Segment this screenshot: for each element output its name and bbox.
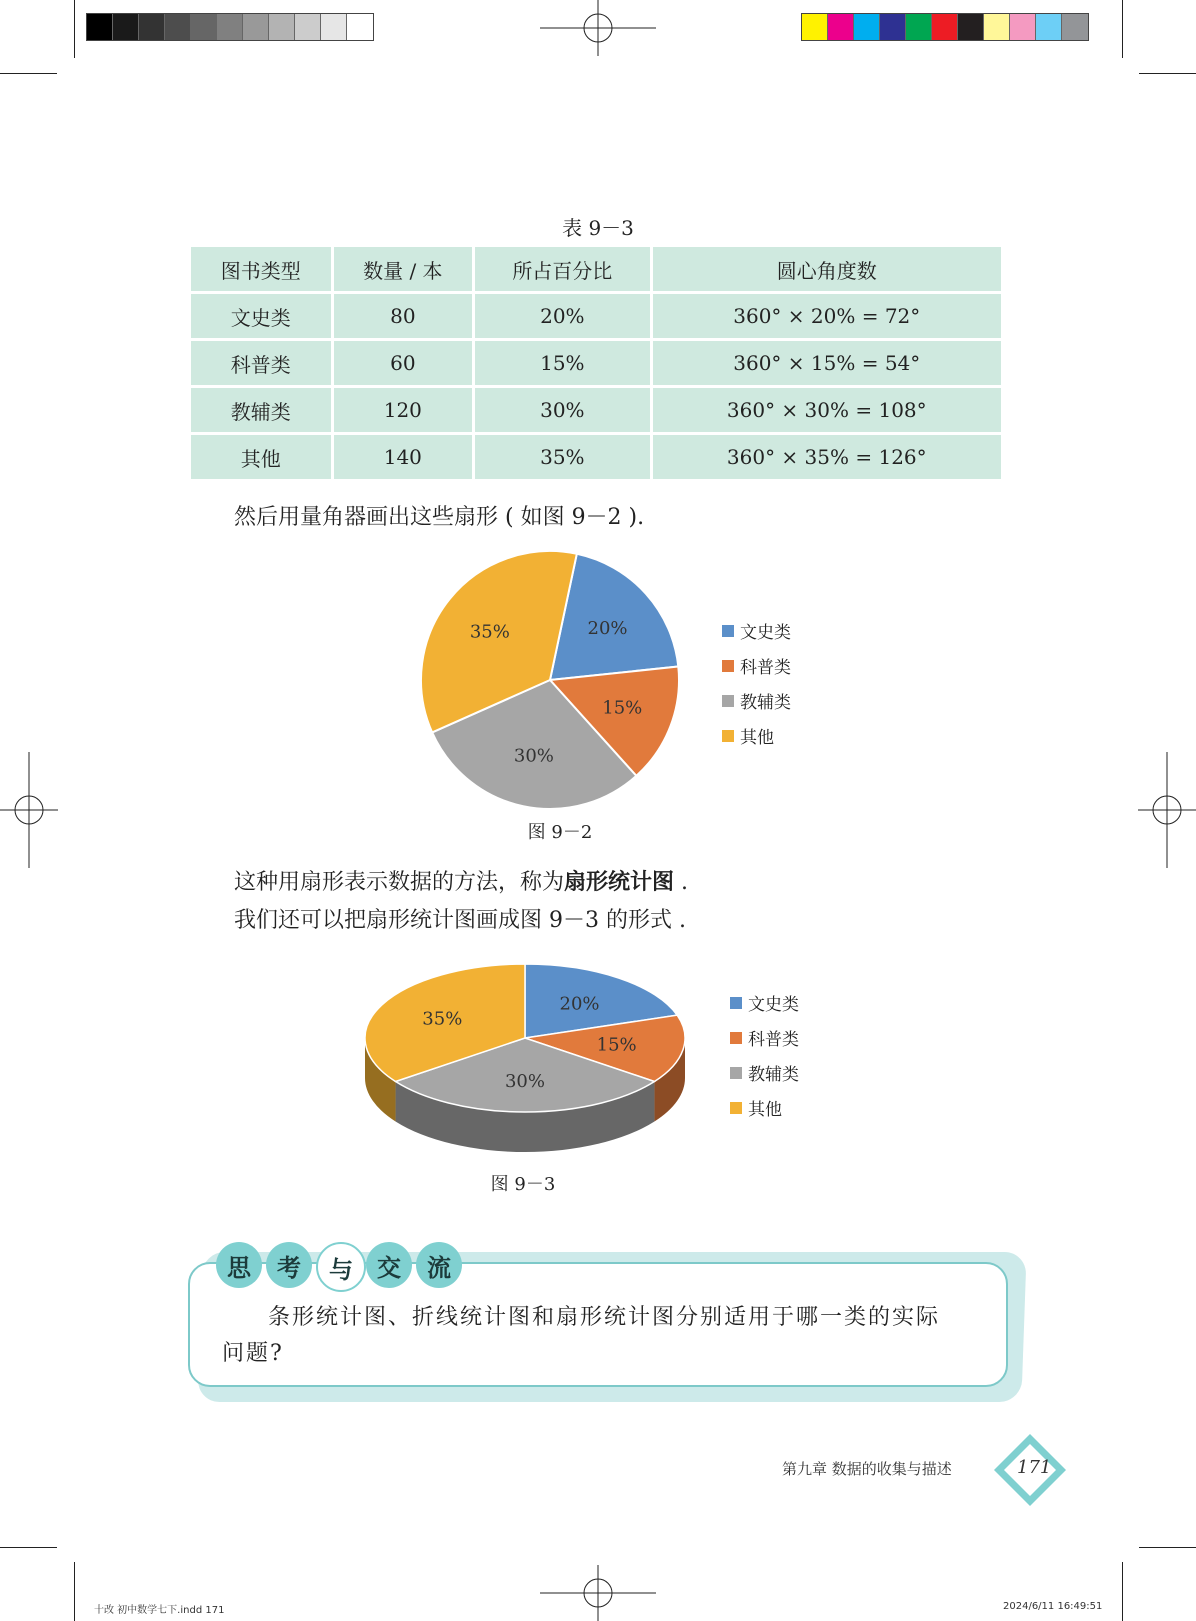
table-header-row <box>191 247 1001 291</box>
chart-legend <box>722 613 791 753</box>
registration-mark-bottom <box>540 1565 656 1621</box>
legend-label: 其他 <box>740 728 774 748</box>
legend-item <box>722 613 791 648</box>
legend-label: 教辅类 <box>740 693 791 713</box>
color-swatch <box>243 14 269 40</box>
think-discuss-badge: 交 <box>366 1242 412 1288</box>
crop-mark <box>1122 1562 1123 1621</box>
paragraph <box>234 865 688 896</box>
crop-mark <box>0 73 57 74</box>
crop-mark <box>1122 0 1123 58</box>
table-row <box>191 435 1001 479</box>
table-caption: 表 9－3 <box>562 216 634 240</box>
legend-swatch <box>730 1032 742 1044</box>
color-swatch <box>269 14 295 40</box>
table-cell: 140 <box>334 435 473 479</box>
color-swatch <box>1010 14 1036 40</box>
table-cell: 30% <box>475 388 649 432</box>
think-discuss-badge: 与 <box>316 1242 366 1292</box>
table-header: 圆心角度数 <box>653 247 1001 291</box>
pie-slice-label: 30% <box>504 1070 546 1092</box>
pie-slice-label: 20% <box>587 618 628 640</box>
color-swatch <box>87 14 113 40</box>
print-timestamp: 2024/6/11 16:49:51 <box>1003 1601 1103 1612</box>
color-swatch <box>854 14 880 40</box>
legend-label: 科普类 <box>748 1030 799 1050</box>
data-table <box>188 244 1004 482</box>
pie-slice-label: 35% <box>469 621 510 643</box>
chart-legend <box>730 985 799 1125</box>
legend-item <box>722 683 791 718</box>
crop-mark <box>74 0 75 58</box>
question-line: 问题? <box>222 1341 284 1366</box>
color-swatch <box>802 14 828 40</box>
table-cell: 360° × 15% = 54° <box>653 341 1001 385</box>
color-swatch <box>113 14 139 40</box>
table-cell: 120 <box>334 388 473 432</box>
color-swatch <box>880 14 906 40</box>
table-cell: 60 <box>334 341 473 385</box>
pie-chart-2d <box>400 540 700 820</box>
table-header: 数量 / 本 <box>334 247 473 291</box>
color-swatch <box>217 14 243 40</box>
think-discuss-badge: 考 <box>266 1242 312 1288</box>
table-cell: 360° × 20% = 72° <box>653 294 1001 338</box>
pie-slice-label: 15% <box>596 1034 637 1056</box>
color-swatch <box>1036 14 1062 40</box>
table-cell: 教辅类 <box>191 388 331 432</box>
table-cell: 15% <box>475 341 649 385</box>
chapter-title: 第九章 数据的收集与描述 <box>782 1460 952 1478</box>
color-swatch <box>295 14 321 40</box>
table-cell: 80 <box>334 294 473 338</box>
page-number: 171 <box>1017 1457 1052 1478</box>
legend-swatch <box>730 1102 742 1114</box>
legend-item <box>722 648 791 683</box>
color-swatch <box>347 14 373 40</box>
table-cell: 科普类 <box>191 341 331 385</box>
figure-caption: 图 9－2 <box>527 822 593 843</box>
color-swatch <box>984 14 1010 40</box>
term-highlight: 扇形统计图 <box>564 870 675 895</box>
table-row <box>191 294 1001 338</box>
color-swatch-bar <box>801 13 1089 41</box>
pie-slice-label: 20% <box>559 993 600 1015</box>
legend-swatch <box>722 695 734 707</box>
paragraph: 我们还可以把扇形统计图画成图 9－3 的形式 . <box>234 908 686 933</box>
legend-label: 教辅类 <box>748 1065 799 1085</box>
table-row <box>191 341 1001 385</box>
table-header: 图书类型 <box>191 247 331 291</box>
gray-swatch-bar <box>86 13 374 41</box>
color-swatch <box>321 14 347 40</box>
crop-mark <box>1139 1547 1196 1548</box>
legend-label: 科普类 <box>740 658 791 678</box>
table-cell: 35% <box>475 435 649 479</box>
table-cell: 360° × 35% = 126° <box>653 435 1001 479</box>
legend-swatch <box>722 625 734 637</box>
legend-item <box>730 985 799 1020</box>
table-cell: 其他 <box>191 435 331 479</box>
color-swatch <box>139 14 165 40</box>
legend-label: 文史类 <box>740 623 791 643</box>
legend-item <box>730 1020 799 1055</box>
table-cell: 20% <box>475 294 649 338</box>
legend-label: 文史类 <box>748 995 799 1015</box>
think-discuss-badge: 思 <box>216 1242 262 1288</box>
paragraph-text: . <box>674 870 689 895</box>
pie-chart-3d <box>350 950 700 1160</box>
legend-swatch <box>722 660 734 672</box>
file-info: 十改 初中数学七下.indd 171 <box>94 1605 225 1616</box>
legend-item <box>730 1055 799 1090</box>
color-swatch <box>1062 14 1088 40</box>
legend-item <box>730 1090 799 1125</box>
crop-mark <box>1139 73 1196 74</box>
color-swatch <box>828 14 854 40</box>
registration-mark-top <box>540 0 656 56</box>
legend-swatch <box>730 1067 742 1079</box>
question-line: 条形统计图、折线统计图和扇形统计图分别适用于哪一类的实际 <box>268 1305 941 1330</box>
legend-swatch <box>722 730 734 742</box>
think-discuss-question <box>222 1300 982 1372</box>
legend-label: 其他 <box>748 1100 782 1120</box>
legend-swatch <box>730 997 742 1009</box>
pie-slice-label: 30% <box>513 745 554 767</box>
figure-caption: 图 9－3 <box>490 1174 556 1195</box>
pie-slice-label: 35% <box>422 1008 463 1030</box>
color-swatch <box>932 14 958 40</box>
color-swatch <box>958 14 984 40</box>
color-swatch <box>906 14 932 40</box>
paragraph: 然后用量角器画出这些扇形 ( 如图 9－2 ). <box>234 505 645 530</box>
table-header: 所占百分比 <box>475 247 649 291</box>
table-cell: 360° × 30% = 108° <box>653 388 1001 432</box>
table-cell: 文史类 <box>191 294 331 338</box>
legend-item <box>722 718 791 753</box>
registration-mark-left <box>0 752 58 868</box>
color-swatch <box>165 14 191 40</box>
crop-mark <box>0 1547 57 1548</box>
crop-mark <box>74 1562 75 1621</box>
paragraph-text: 这种用扇形表示数据的方法，称为 <box>234 870 565 895</box>
registration-mark-right <box>1138 752 1196 868</box>
color-swatch <box>191 14 217 40</box>
pie-slice-label: 15% <box>602 697 643 719</box>
think-discuss-badge: 流 <box>416 1242 462 1288</box>
table-row <box>191 388 1001 432</box>
